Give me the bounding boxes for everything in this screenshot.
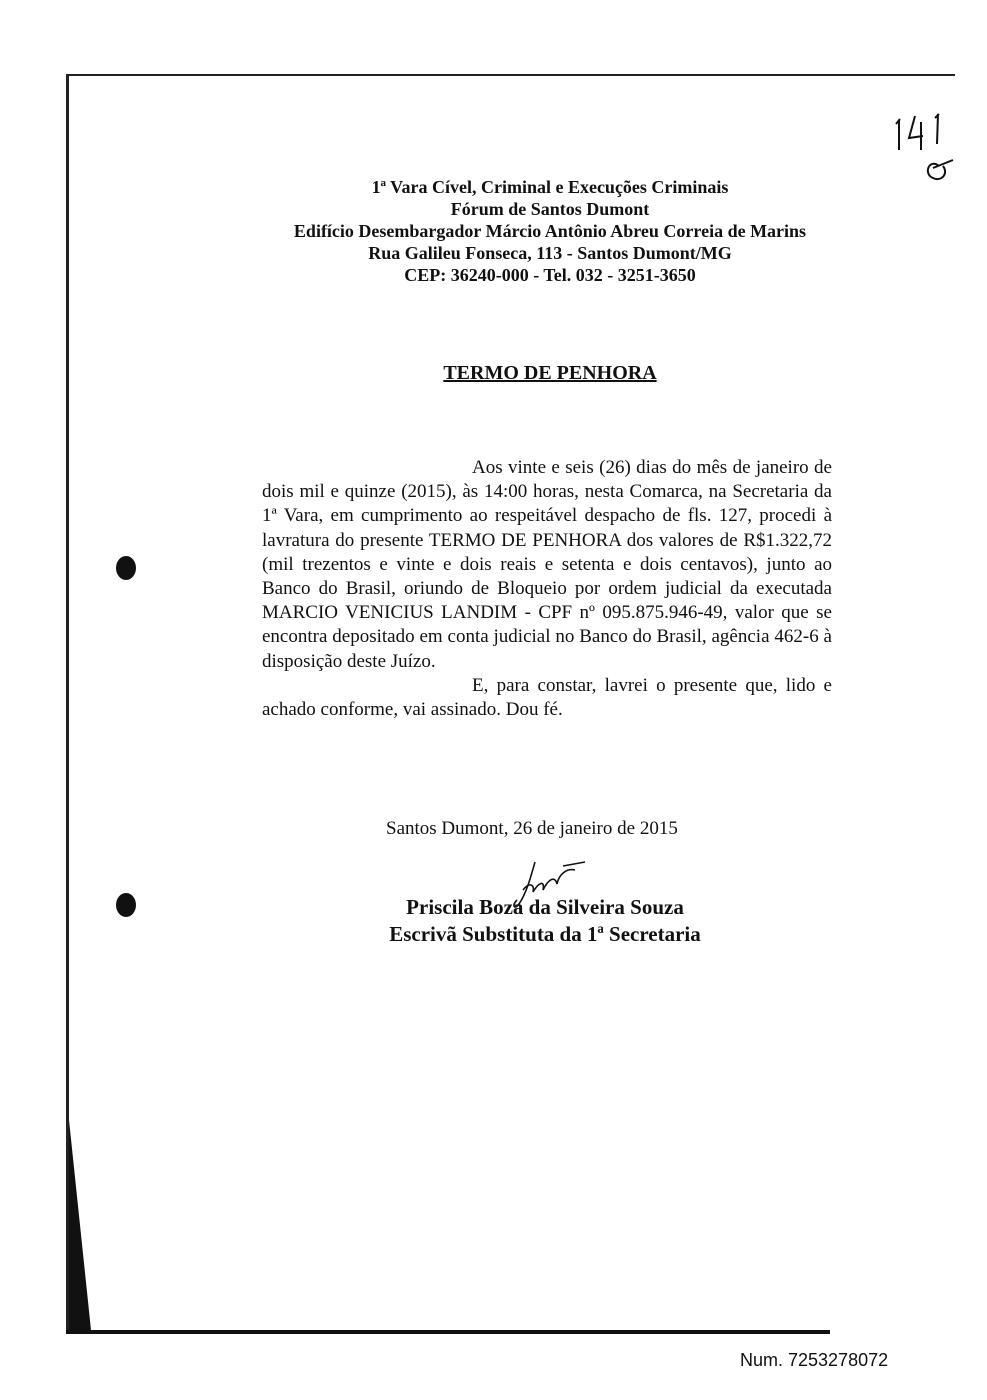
signatory-name: Priscila Boza da Silveira Souza xyxy=(406,895,684,919)
place-date: Santos Dumont, 26 de janeiro de 2015 xyxy=(386,818,678,839)
signature-block xyxy=(340,894,750,948)
header-address: Rua Galileu Fonseca, 113 - Santos Dumont/MG xyxy=(368,243,732,263)
signatory-role: Escrivã Substituta da 1ª Secretaria xyxy=(389,922,701,946)
top-frame-line xyxy=(66,74,955,76)
document-body xyxy=(262,456,832,722)
document-title: TERMO DE PENHORA xyxy=(443,362,657,384)
body-paragraph: E, para constar, lavrei o presente que, lido e achado conforme, vai assinado. Dou fé. xyxy=(262,674,832,721)
court-header xyxy=(200,176,900,286)
bottom-frame-line xyxy=(66,1330,830,1334)
document-number: Num. 7253278072 xyxy=(740,1350,889,1370)
header-court-name: 1ª Vara Cível, Criminal e Execuções Criminais xyxy=(371,177,729,197)
punch-hole-icon xyxy=(116,893,136,917)
header-forum: Fórum de Santos Dumont xyxy=(450,199,650,219)
handwritten-folio-mark xyxy=(893,110,963,190)
header-contact: CEP: 36240-000 - Tel. 032 - 3251-3650 xyxy=(404,265,696,285)
body-paragraph: Aos vinte e seis (26) dias do mês de janeiro de dois mil e quinze (2015), às 14:00 horas, nesta Comarca, na Secretaria da 1ª Vara, em cumprimento ao respeitável despacho de fls. 127, procedi à lavratura do presente TERMO DE PENHORA dos valores de R$1.322,72 (mil trezentos e vinte e dois reais e setenta e dois centavos), junto ao Banco do Brasil, oriundo de Bloqueio por ordem judicial da executada MARCIO VENICIUS LANDIM - CPF nº 095.875.946-49, valor que se encontra depositado em conta judicial no Banco do Brasil, agência 462-6 à disposição deste Juízo. xyxy=(262,457,832,672)
left-scan-shadow xyxy=(69,1120,91,1330)
punch-hole-icon xyxy=(116,556,136,580)
header-building: Edifício Desembargador Márcio Antônio Abreu Correia de Marins xyxy=(293,221,807,241)
